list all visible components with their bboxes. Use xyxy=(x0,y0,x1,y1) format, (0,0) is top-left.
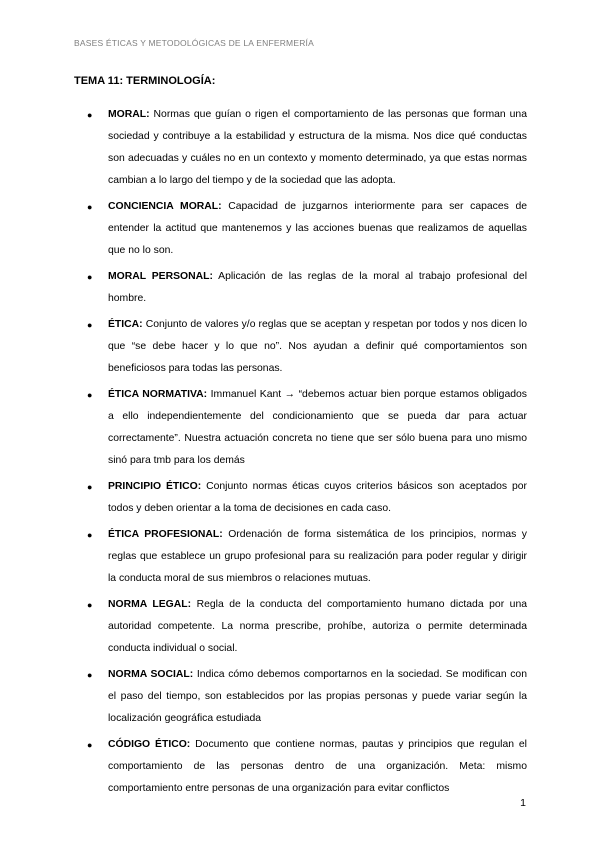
page-number: 1 xyxy=(520,797,526,809)
definition-text: Conjunto normas éticas cuyos criterios básicos son aceptados por todos y deben orientar a la toma de decisiones en cada caso. xyxy=(108,481,527,514)
definition-text: Indica cómo debemos comportarnos en la sociedad. Se modifican con el paso del tiempo, son establecidos por las propias personas y puede variar según la localización geográfica estudiada xyxy=(108,669,527,724)
definition-item xyxy=(74,594,527,660)
definition-list xyxy=(74,104,527,804)
definition-item xyxy=(74,196,527,262)
bullet-icon: ● xyxy=(87,390,93,400)
definition-term: NORMA LEGAL: xyxy=(108,599,192,610)
definition-text: Regla de la conducta del comportamiento humano dictada por una autoridad competente. La norma prescribe, prohíbe, autoriza o permite determinada conducta individual o social. xyxy=(108,599,528,654)
definition-text: Ordenación de forma sistemática de los principios, normas y reglas que establece un grupo profesional para su realización para poder regular y dirigir la conducta moral de sus miembros o relaciones mutuas. xyxy=(108,529,528,584)
definition-term: ÉTICA PROFESIONAL: xyxy=(108,529,223,540)
bullet-icon: ● xyxy=(87,110,93,120)
bullet-icon: ● xyxy=(87,482,93,492)
definition-term: ÉTICA NORMATIVA: xyxy=(108,389,208,400)
bullet-icon: ● xyxy=(87,670,93,680)
definition-term: ÉTICA: xyxy=(108,319,143,330)
definition-term: PRINCIPIO ÉTICO: xyxy=(108,481,202,492)
definition-item xyxy=(74,384,527,472)
bullet-icon: ● xyxy=(87,530,93,540)
definition-term: NORMA SOCIAL: xyxy=(108,669,194,680)
running-header: BASES ÉTICAS Y METODOLÓGICAS DE LA ENFERMERÍA xyxy=(74,38,314,48)
definition-text: Immanuel Kant → “debemos actuar bien porque estamos obligados a ello independientemente del condicionamiento que se pueda dar para actuar correctamente”. Nuestra actuación concreta no tiene que ser sólo buena para uno mismo sinó para tmb para los demás xyxy=(108,389,527,466)
definition-text: Capacidad de juzgarnos interiormente para ser capaces de entender la actitud que mantenemos y las acciones buenas que realizamos de aquellas que no lo son. xyxy=(108,201,527,256)
definition-text: Documento que contiene normas, pautas y principios que regulan el comportamiento de las personas dentro de una organización. Meta: mismo comportamiento entre personas de una organización para evitar conflictos xyxy=(108,739,527,794)
bullet-icon: ● xyxy=(87,320,93,330)
definition-item xyxy=(74,734,527,800)
definition-item xyxy=(74,314,527,380)
definition-text: Normas que guían o rigen el comportamiento de las personas que forman una sociedad y contribuye a la estabilidad y estructura de la misma. Nos dice qué conductas son adecuadas y cuáles no en un contexto y momento determinado, ya que estas normas cambian a lo largo del tiempo y de la sociedad que las adopta. xyxy=(108,109,527,186)
definition-term: CÓDIGO ÉTICO: xyxy=(108,739,191,750)
definition-item xyxy=(74,104,527,192)
definition-item xyxy=(74,476,527,520)
definition-text: Aplicación de las reglas de la moral al trabajo profesional del hombre. xyxy=(108,271,527,304)
definition-item xyxy=(74,266,527,310)
bullet-icon: ● xyxy=(87,272,93,282)
definition-term: CONCIENCIA MORAL: xyxy=(108,201,222,212)
bullet-icon: ● xyxy=(87,600,93,610)
definition-term: MORAL: xyxy=(108,109,150,120)
definition-item xyxy=(74,664,527,730)
bullet-icon: ● xyxy=(87,202,93,212)
definition-term: MORAL PERSONAL: xyxy=(108,271,213,282)
bullet-icon: ● xyxy=(87,740,93,750)
section-title: TEMA 11: TERMINOLOGÍA: xyxy=(74,75,216,87)
definition-text: Conjunto de valores y/o reglas que se aceptan y respetan por todos y nos dicen lo que “se debe hacer y lo que no”. Nos ayudan a definir qué comportamientos son beneficiosos para todas las personas. xyxy=(108,319,527,374)
definition-item xyxy=(74,524,527,590)
